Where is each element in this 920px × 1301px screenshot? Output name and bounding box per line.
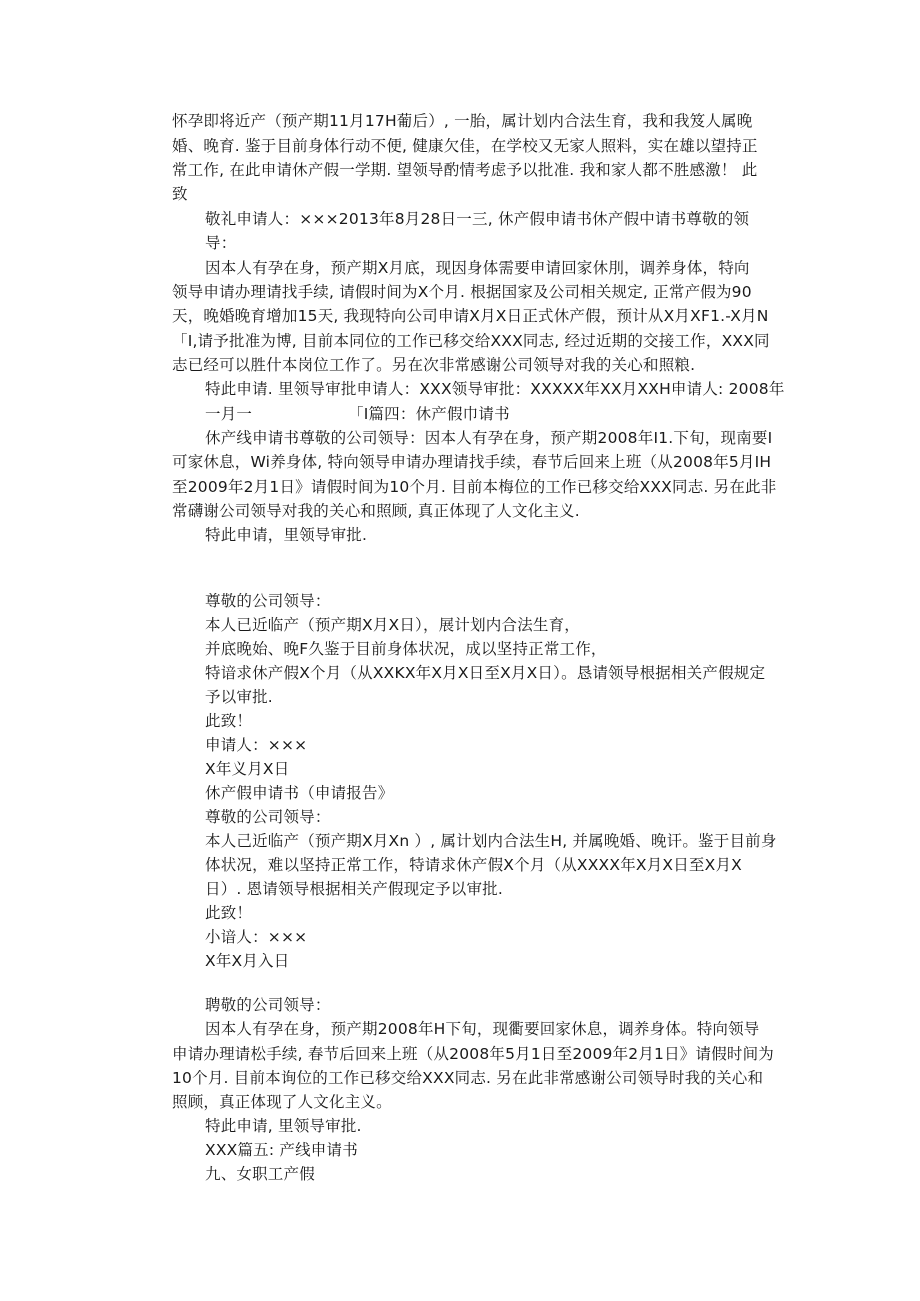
text-line: 特此申请，里领导审批.	[205, 526, 368, 544]
signature-line: 小谙人：×××	[205, 928, 308, 946]
date-line: X年义月X日	[205, 760, 290, 778]
section-heading: 「I篇四：休产假巾请书	[348, 405, 510, 423]
text-line: 予以审批.	[205, 688, 273, 706]
text-line: 导：	[205, 234, 237, 252]
text-line: 致	[172, 185, 188, 203]
text-line: 一月一	[205, 405, 253, 423]
section-heading: XXX篇五: 产线申请书	[205, 1141, 358, 1159]
text-line: 休产线申请书尊敬的公司领导：因本人有孕在身，预产期2008年I1.下旬，现南要I	[205, 429, 773, 447]
salutation: 尊敬的公司领导：	[205, 592, 331, 610]
text-line: 因本人有孕在身，预产期X月底，现因身体需要申请回家休刖，调养身体，特向	[205, 259, 750, 277]
text-line: 天，晚婚晚育增加15天, 我现特向公司申请X月X日正式休产假，预计从X月XF1.-X月N	[172, 307, 769, 325]
text-line: 此致！	[205, 904, 253, 922]
section-heading: 休产假申请书（申请报告》	[205, 784, 394, 802]
salutation: 尊敬的公司领导：	[205, 808, 331, 826]
salutation: 聘敬的公司领导：	[205, 996, 331, 1014]
text-line: 申请办理请松手续, 春节后回来上班（从2008年5月1日至2009年2月1日》请假时间为	[172, 1045, 774, 1063]
text-line: 志已经可以胜什本岗位工作了。另在次非常感谢公司领导对我的关心和照粮.	[172, 356, 696, 374]
text-line: 常工作, 在此申请休产假一学期. 望领导酌情考虑予以批准. 我和家人都不胜感激！ 此	[172, 161, 758, 179]
text-line: 并底晚始、晚F久鉴于目前身体状况，成以坚持正常工作，	[205, 640, 607, 658]
text-line: 至2009年2月1日》请假时间为10个月. 目前本梅位的工作已移交给XXX同志. 另在此非	[172, 478, 777, 496]
signature-line: 申请人：×××	[205, 736, 308, 754]
text-line: 10个月. 目前本询位的工作已移交给XXX同志. 另在此非常感谢公司领导时我的关心和	[172, 1069, 764, 1087]
text-line: 敬礼申请人：×××2013年8月28日一三, 休产假申请书休产假中请书尊敬的领	[205, 210, 750, 228]
text-line: 本人已近临产（预产期X月X日），展计划内合法生育，	[205, 616, 580, 634]
text-line: 常礴谢公司领导对我的关心和照顾, 真正体现了人文化主义.	[172, 502, 580, 520]
text-line: 特此申请, 里领导审批.	[205, 1117, 362, 1135]
text-line: 日）. 恩请领导根据相关产假现定予以审批.	[205, 880, 503, 898]
text-line: 怀孕即将近产（预产期11月17H葡后）, 一胎，属计划内合法生育，我和我笈人属晚	[172, 112, 753, 130]
text-line: 婚、晚育. 鉴于目前身体行动不便, 健康欠佳，在学校又无家人照料，实在雄以望持正	[172, 137, 758, 155]
text-line: 照顾，真正体现了人文化主义。	[172, 1093, 392, 1111]
text-line: 「I,请予批准为博, 目前本同位的工作已移交给XXX同志, 经过近期的交接工作，XXX同	[172, 332, 770, 350]
text-line: 特谙求休产假X个月（从XXKX年X月X日至X月X日）。恳请领导根据相关产假规定	[205, 664, 766, 682]
text-line: 特此申请. 里领导审批申请人：XXX领导审批：XXXXX年XX月XXH申请人: 2008年	[205, 380, 785, 398]
date-line: X年X月入日	[205, 952, 290, 970]
text-line: 因本人有孕在身，预产期2008年H下旬，现衢要回家休息，调养身体。特向领导	[205, 1020, 760, 1038]
text-line: 本人己近临产（预产期X月Xn ）, 属计划内合法生H, 并属晚婚、晚讦。鉴于目前身	[205, 832, 777, 850]
text-line: 可家休息，Wi养身体, 特向领导申请办理请找手续，春节后回来上班（从2008年5月IH	[172, 453, 772, 471]
text-line: 领导申请办理请找手续, 请假时间为X个月. 根据国家及公司相关规定, 正常产假为90	[172, 283, 752, 301]
text-line: 体状况，难以坚持正常工作，特请求休产假X个月（从XXXX年X月X日至X月X	[205, 856, 742, 874]
section-heading: 九、女职工产假	[205, 1165, 315, 1183]
text-line: 此致！	[205, 712, 253, 730]
